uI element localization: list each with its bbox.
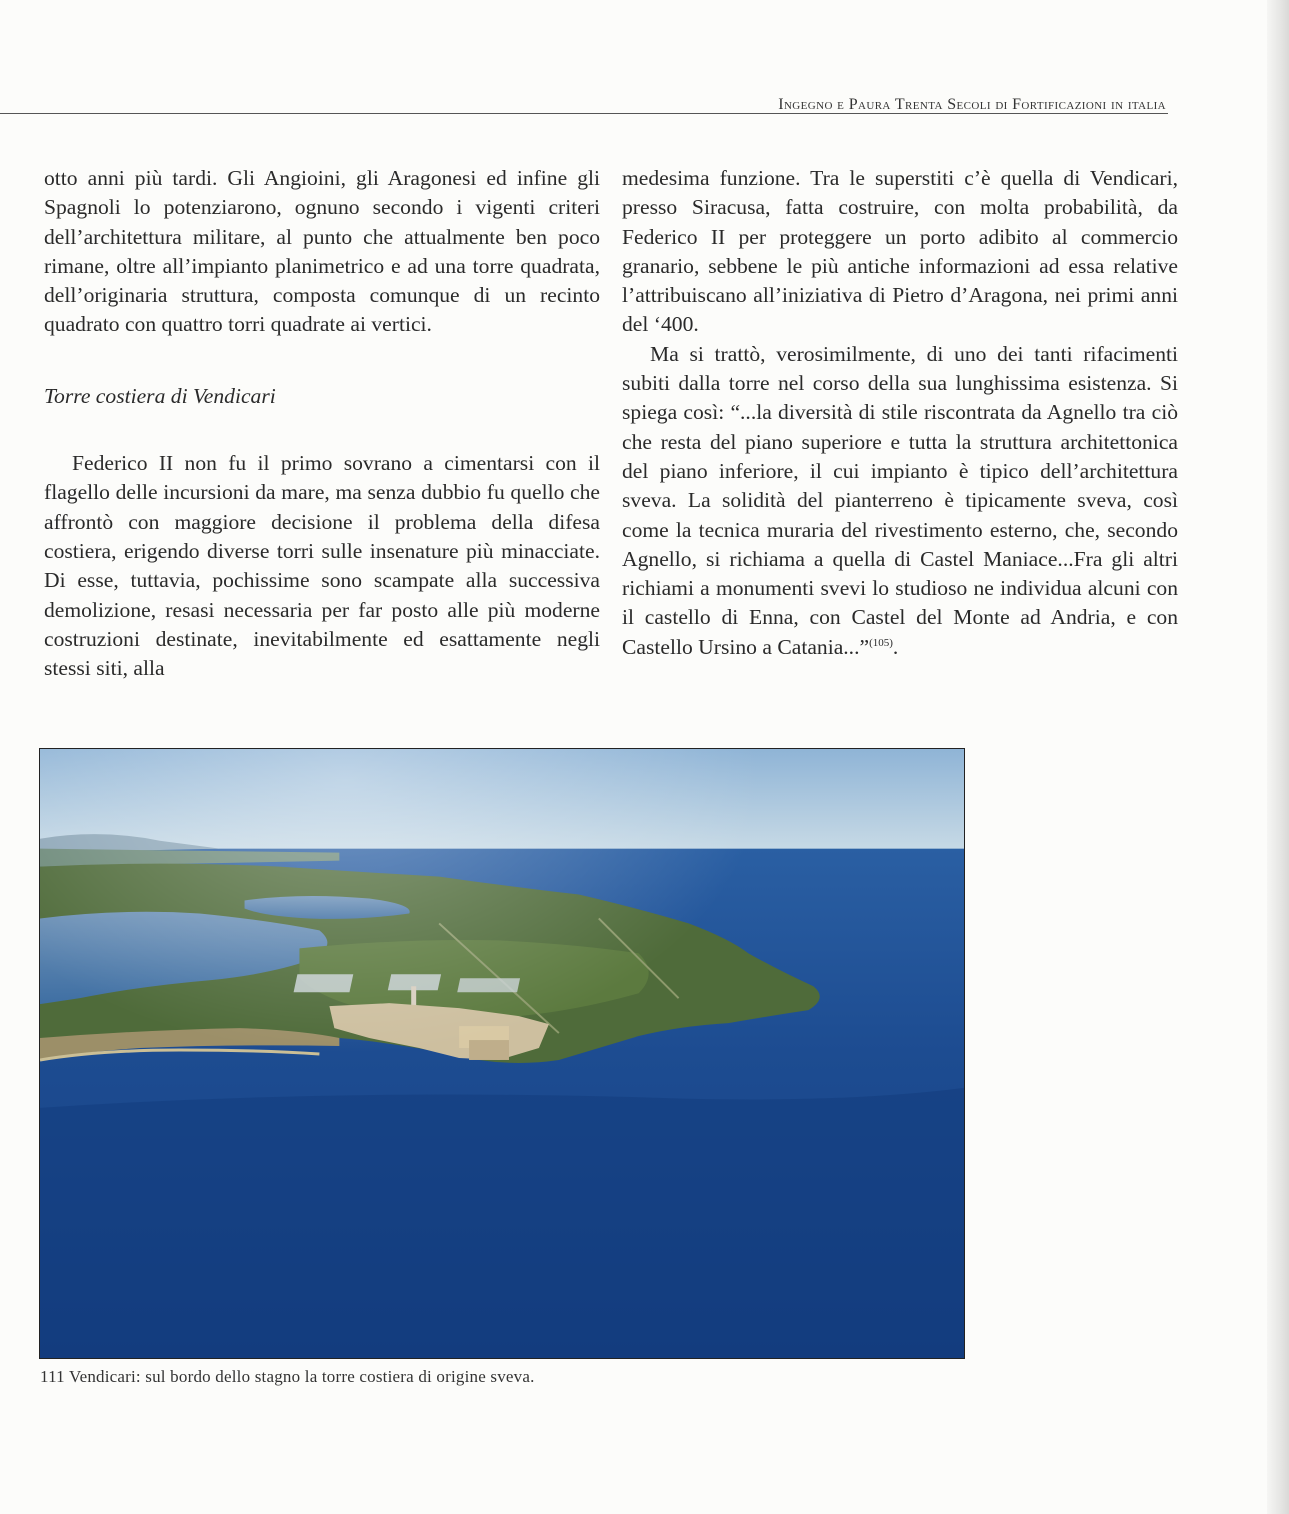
right-paragraph-2 xyxy=(622,340,1178,662)
running-head xyxy=(778,96,1166,114)
footnote-reference: (105) xyxy=(869,636,893,649)
section-heading: Torre costiera di Vendicari xyxy=(44,383,276,408)
aerial-photo-illustration xyxy=(40,749,964,1358)
left-paragraph-2: Federico II non fu il primo sovrano a cimentarsi con il flagello delle incursioni da mare, ma senza dubbio fu quello che affrontò con maggiore decisione il problema della difesa costiera, erigendo diverse torri sulle insenature più minacciate. Di esse, tuttavia, pochissime sono scampate alla successiva demolizione, resasi necessaria per far posto alle più moderne costruzioni destinate, inevitabilmente ed esattamente negli stessi siti, alla xyxy=(44,451,600,681)
page-edge xyxy=(1267,0,1289,1514)
figure-caption: 111 Vendicari: sul bordo dello stagno la torre costiera di origine sveva. xyxy=(40,1367,535,1386)
running-head-text: Ingegno e Paura Trenta Secoli di Fortificazioni in italia xyxy=(778,96,1166,113)
right-paragraph-1: medesima funzione. Tra le superstiti c’è quella di Vendicari, presso Siracusa, fatta costruire, con molta probabilità, da Federico II per proteggere un porto adibito al commercio granario, sebbene le più antiche informazioni ad essa relative l’attribuiscano all’iniziativa di Pietro d’Aragona, nei primi anni del ‘400. xyxy=(622,166,1178,337)
aerial-photo-vendicari xyxy=(39,748,965,1359)
right-paragraph-2-text: Ma si trattò, verosimilmente, di uno dei tanti rifacimenti subiti dalla torre nel corso della sua lunghissima esistenza. Si spiega così: “...la diversità di stile riscontrata da Agnello tra ciò che resta del piano superiore e tutta la struttura architettonica del piano inferiore, il cui impianto è tipico dell’architettura sveva. La solidità del pianterreno è tipicamente sveva, così come la tecnica muraria del rivestimento esterno, che, secondo Agnello, si richiama a quella di Castel Maniace...Fra gli altri richiami a monumenti svevi lo studioso ne individua alcuni con il castello di Enna, con Castel del Monte ad Andria, e con Castello Ursino a Catania...” xyxy=(622,341,1178,659)
right-column xyxy=(622,164,1178,662)
left-column xyxy=(44,164,600,683)
right-paragraph-2-end: . xyxy=(892,634,899,659)
header-rule xyxy=(0,113,1168,114)
left-paragraph-1: otto anni più tardi. Gli Angioini, gli Aragonesi ed infine gli Spagnoli lo potenziarono, ognuno secondo i vigenti criteri dell’architettura militare, al punto che attualmente ben poco rimane, oltre all’impianto planimetrico e ad una torre quadrata, dell’originaria struttura, composta comunque di un recinto quadrato con quattro torri quadrate ai vertici. xyxy=(44,166,600,337)
